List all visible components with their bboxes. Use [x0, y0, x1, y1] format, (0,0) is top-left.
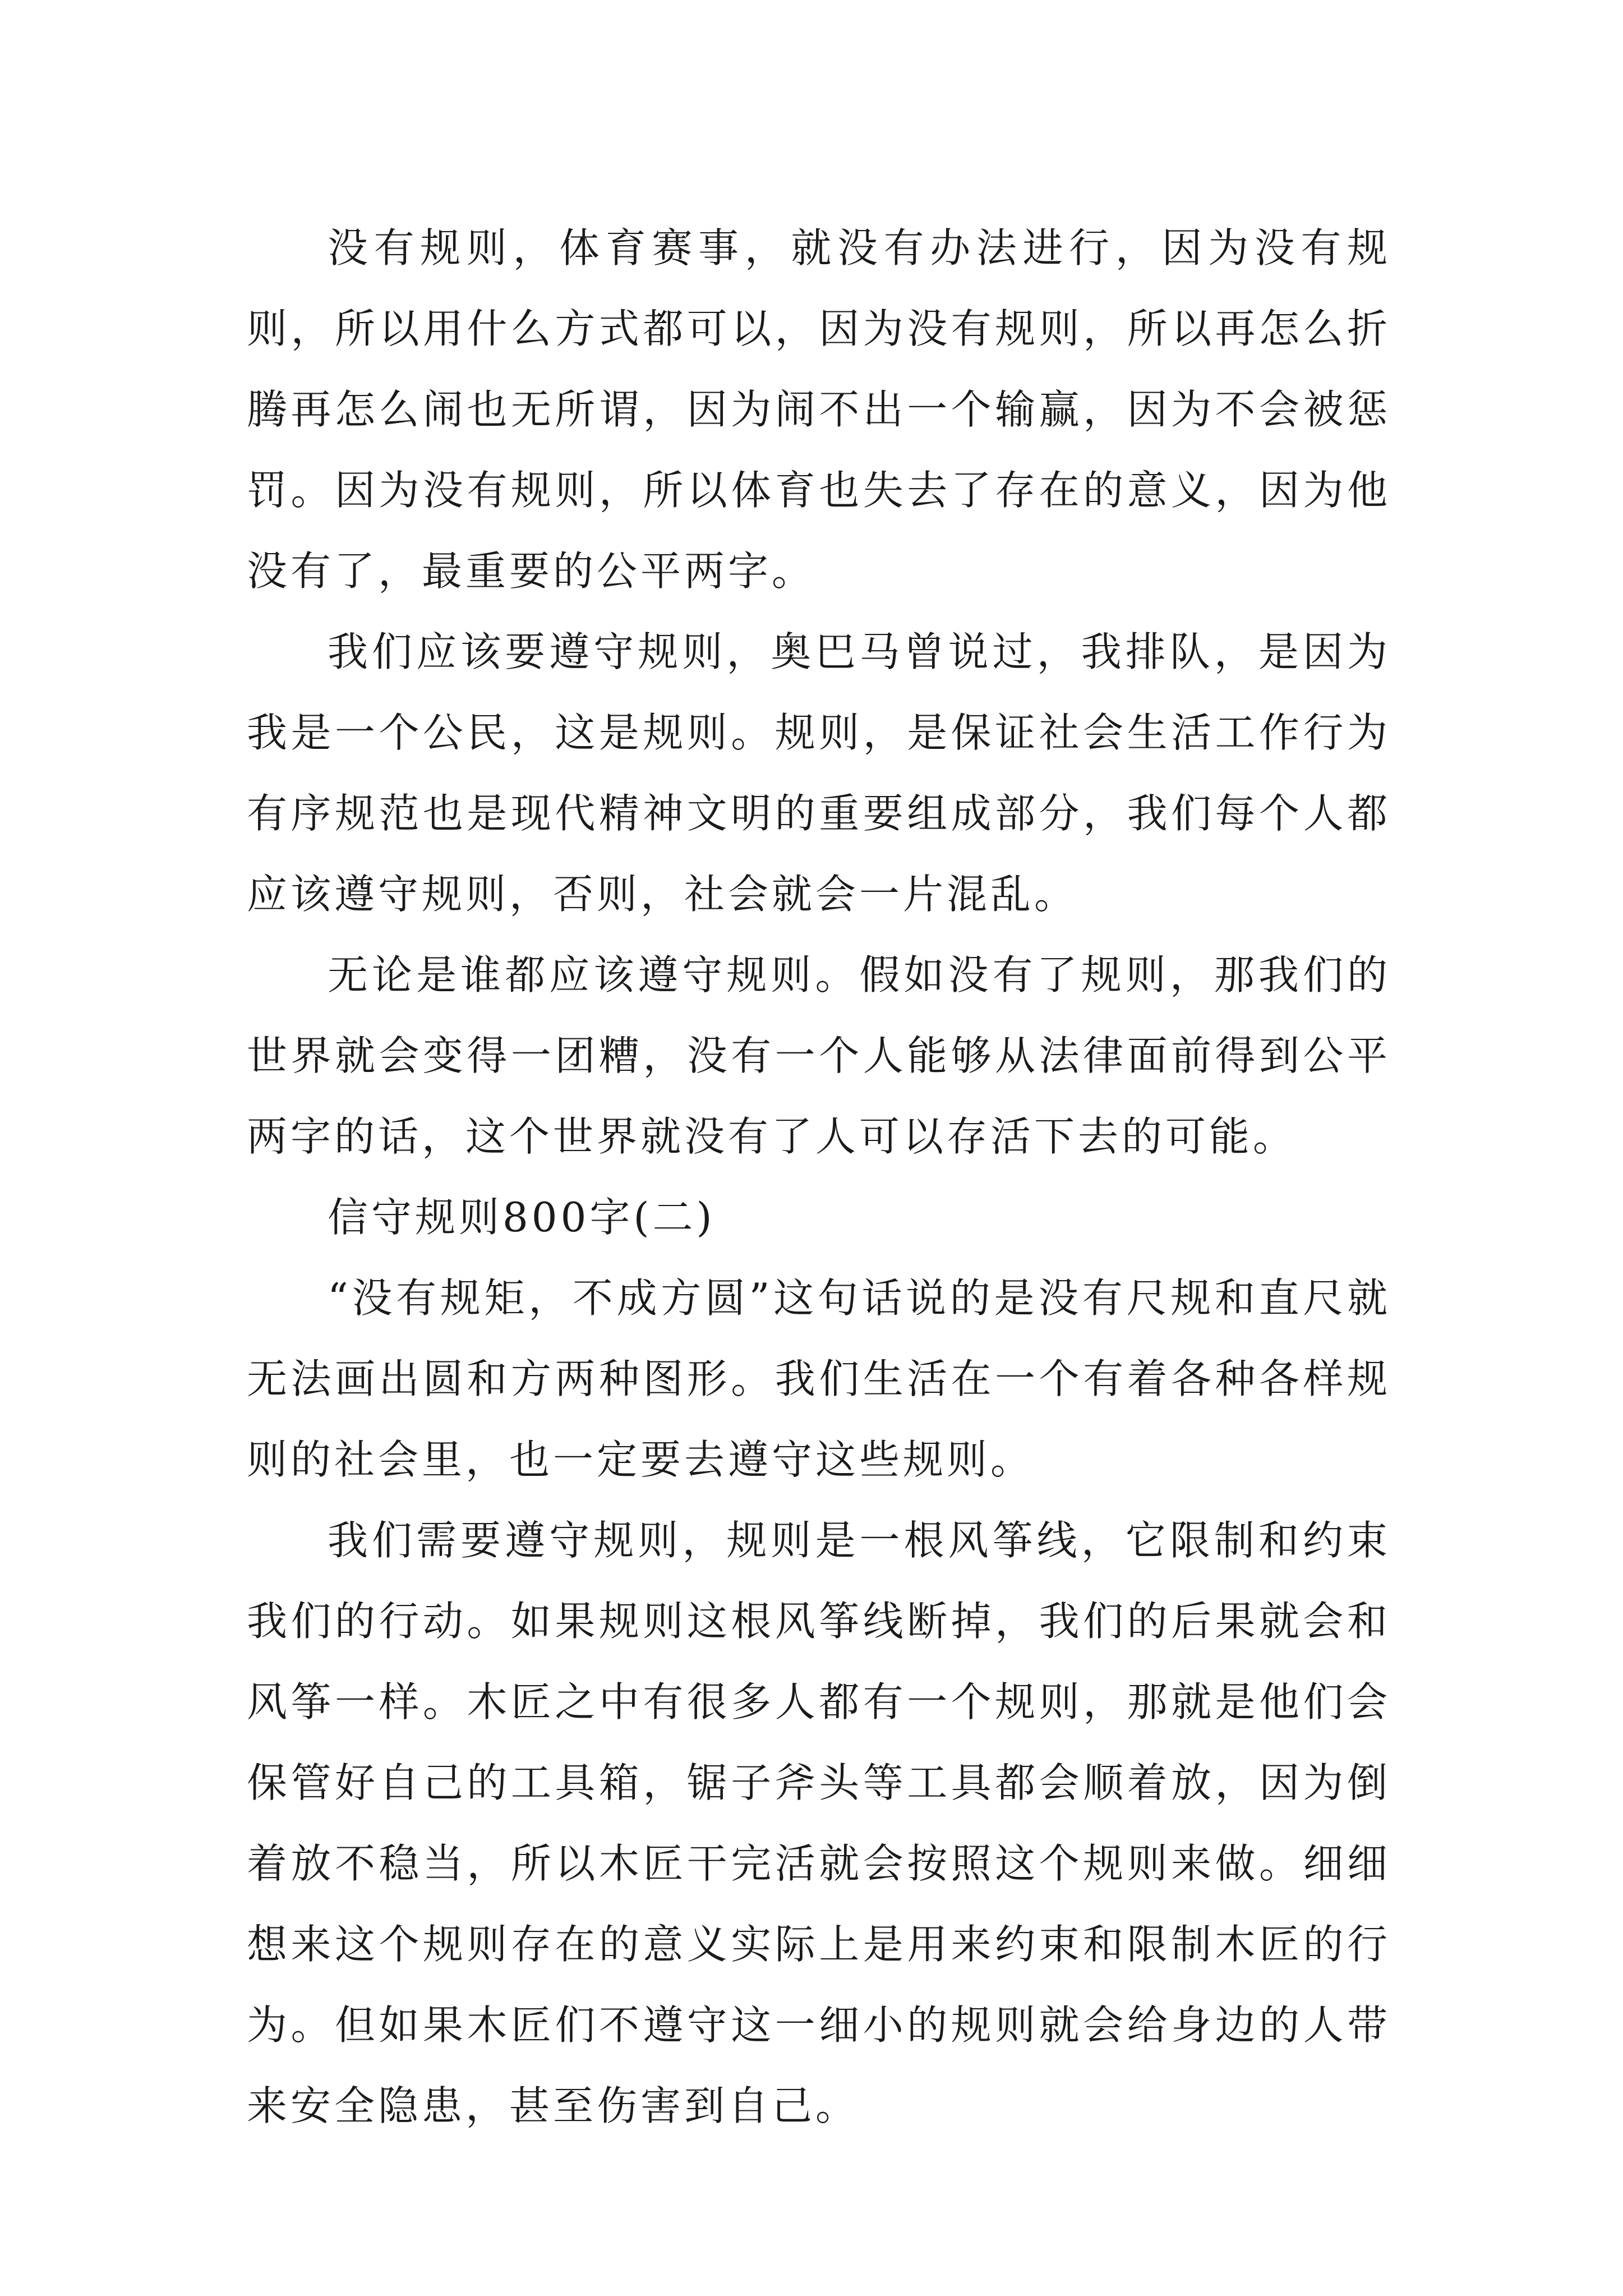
- paragraph-sports-rules: 没有规则，体育赛事，就没有办法进行，因为没有规则，所以用什么方式都可以，因为没有规则，所以再怎么折腾再怎么闹也无所谓，因为闹不出一个输赢，因为不会被惩罚。因为没有规则，所以体育也失去了存在的意义，因为他没有了，最重要的公平两字。: [247, 224, 1391, 595]
- paragraph-kite-string: 我们需要遵守规则，规则是一根风筝线，它限制和约束我们的行动。如果规则这根风筝线断掉，我们的后果就会和风筝一样。木匠之中有很多人都有一个规则，那就是他们会保管好自己的工具箱，锯子斧头等工具都会顺着放，因为倒着放不稳当，所以木匠干完活就会按照这个规则来做。细细想来这个规则存在的意义实际上是用来约束和限制木匠的行为。但如果木匠们不遵守这一细小的规则就会给身边的人带来安全隐患，甚至伤害到自己。: [247, 1517, 1391, 2129]
- paragraph-no-rules-no-circle: “没有规矩，不成方圆”这句话说的是没有尺规和直尺就无法画出圆和方两种图形。我们生活在一个有着各种各样规则的社会里，也一定要去遵守这些规则。: [247, 1274, 1391, 1483]
- paragraph-everyone-obey: 无论是谁都应该遵守规则。假如没有了规则，那我们的世界就会变得一团糟，没有一个人能够从法律面前得到公平两字的话，这个世界就没有了人可以存活下去的可能。: [247, 951, 1391, 1160]
- section-heading: 信守规则800字(二): [328, 1194, 716, 1241]
- paragraph-obey-rules: 我们应该要遵守规则，奥巴马曾说过，我排队，是因为我是一个公民，这是规则。规则，是保证社会生活工作行为有序规范也是现代精神文明的重要组成部分，我们每个人都应该遵守规则，否则，社会就会一片混乱。: [247, 628, 1391, 918]
- document-body: [247, 208, 1391, 2146]
